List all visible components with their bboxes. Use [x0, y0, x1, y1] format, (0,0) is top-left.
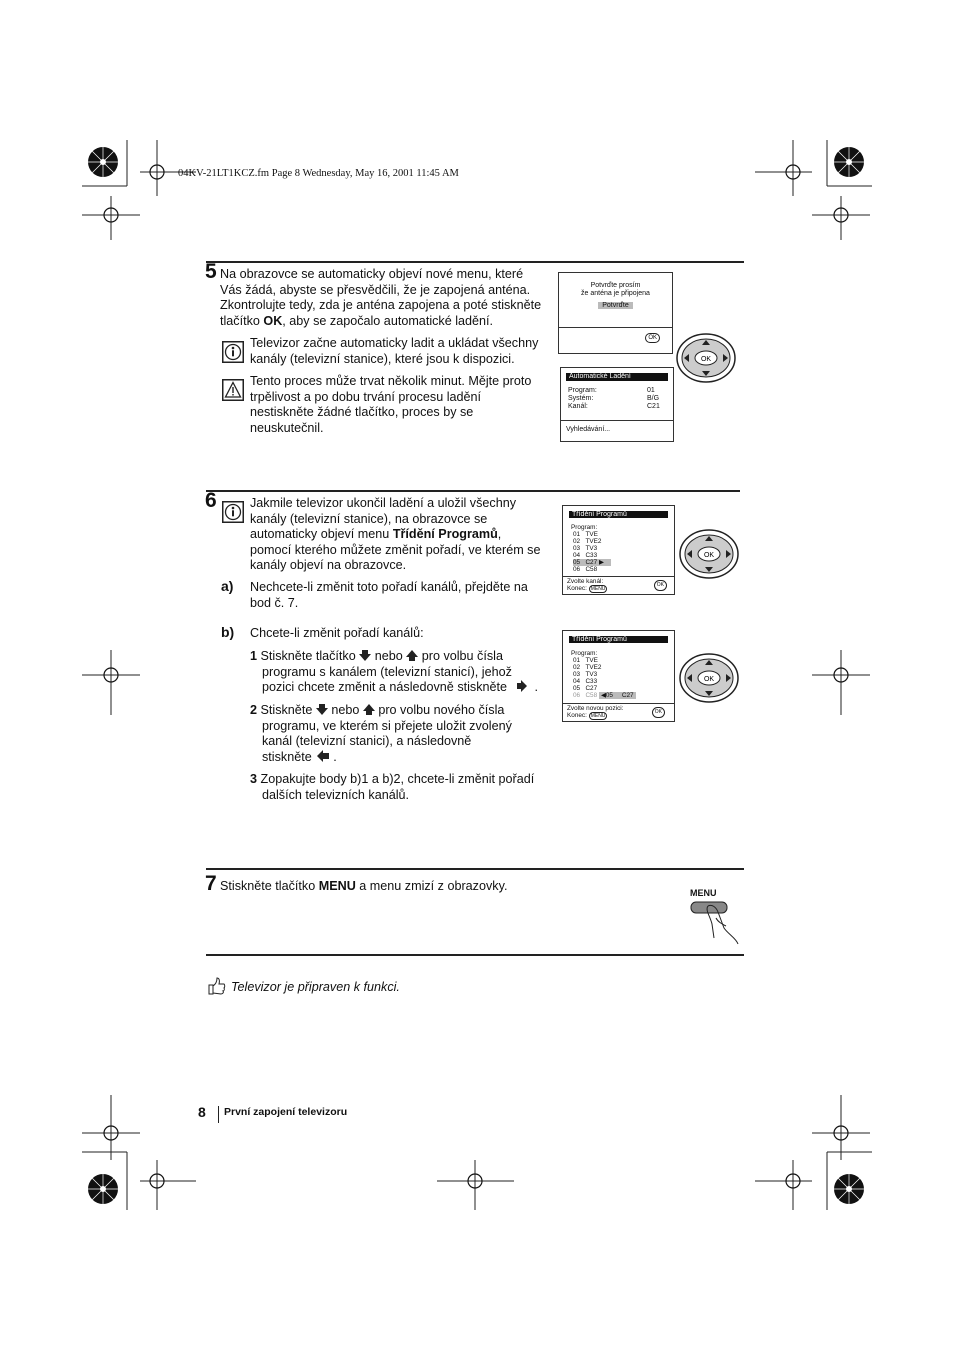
remote-ok-label: OK: [703, 552, 715, 559]
step7-bottom-rule: [206, 954, 744, 956]
substep-3: 3 Zopakujte body b)1 a b)2, chcete-li změnit pořadí dalších televizních kanálů.: [250, 772, 535, 802]
step6-rule: [206, 490, 740, 492]
program-row: 03 TV3: [573, 671, 598, 678]
ok-badge: OK: [645, 333, 660, 343]
program-row: 01 TVE: [573, 531, 598, 538]
program-list: [573, 531, 638, 573]
program-row: 04 C33: [573, 552, 598, 559]
step5-line: Zkontrolujte tedy, zda je anténa zapojena a poté stiskněte: [220, 298, 542, 312]
step7-text: Stiskněte tlačítko MENU a menu zmizí z obrazovky.: [220, 879, 508, 893]
step5-number: 5: [205, 260, 216, 283]
warning-line: nestiskněte žádné tlačítko, proces by se: [250, 405, 474, 419]
step5-line: Na obrazovce se automaticky objeví nové menu, které: [220, 267, 524, 281]
moving-row: ◀05 C27: [600, 692, 634, 699]
footer-section: První zapojení televizoru: [224, 1106, 348, 1118]
program-list: [573, 657, 663, 699]
screen-footer: Konec: MENU: [567, 585, 606, 592]
ok-badge: OK: [654, 580, 667, 591]
step6-line-menu: automaticky objeví menu Třídění Programů,: [250, 527, 502, 541]
arrow-left-icon: [315, 750, 333, 762]
file-header: 04KV-21LT1KCZ.fm Page 8 Wednesday, May 16, 2001 11:45 AM: [178, 168, 459, 179]
remote-ok-pad: [678, 652, 740, 704]
screen-footer: Konec: MENU: [567, 712, 606, 719]
remote-ok-label: OK: [703, 676, 715, 683]
program-row-selected: 05 C27 ▶: [573, 559, 611, 566]
info-icon: [222, 341, 244, 363]
confirm-antenna-screen: [558, 272, 673, 354]
footer-divider: [218, 1106, 219, 1123]
step7-rule: [206, 868, 744, 870]
program-row: 03 TV3: [573, 545, 598, 552]
remote-ok-label: OK: [700, 356, 712, 363]
substep-2-number: 2: [250, 703, 258, 717]
step5-info: [250, 336, 555, 367]
step5-rule: [206, 261, 744, 263]
program-row: 02 TVE2: [573, 664, 602, 671]
page-number: 8: [198, 1104, 206, 1120]
arrow-up-icon: [406, 650, 418, 661]
step5-text: [220, 267, 555, 329]
warning-line: trpělivost a po dobu trvání procesu ladění: [250, 389, 482, 404]
menu-badge: MENU: [590, 713, 606, 719]
screen-text: Potvrďte prosím: [590, 282, 641, 289]
program-row: 06 C58: [573, 566, 598, 573]
arrow-right-icon: [511, 680, 535, 692]
substep-3-number: 3: [250, 772, 258, 786]
screen-title: Automatické Ladění: [566, 373, 668, 381]
screen-label: Program:: [568, 387, 597, 394]
screen-status: Vyhledávání...: [566, 426, 611, 433]
info-line: kanály (televizní stanice), které jsou k dispozici.: [250, 351, 515, 366]
step6-line: Jakmile televizor ukončil ladění a uložil všechny: [250, 496, 516, 510]
screen-label: Systém:: [568, 395, 594, 402]
screen-title: Třídění Programů: [569, 636, 668, 643]
screen-label: Kanál:: [568, 403, 588, 410]
screen-footer: Zvolte kanál:: [567, 578, 604, 585]
program-row: 04 C33: [573, 678, 598, 685]
step5-line: Vás žádá, abyste se přesvědčili, že je zapojená anténa.: [220, 282, 531, 297]
thumbs-up-icon: [206, 976, 226, 996]
screen-value: C21: [647, 403, 660, 410]
ready-note: Televizor je připraven k funkci.: [231, 980, 400, 994]
option-b-label: b): [221, 624, 235, 640]
option-b-text: Chcete-li změnit pořadí kanálů:: [250, 626, 424, 640]
info-line: Televizor začne automaticky ladit a ukládat všechny: [250, 336, 539, 350]
substep-2: 2 Stiskněte nebo pro volbu nového čísla programu, ve kterém si přejete uložit zvolený kanál (televizní stanici), a následovně stiskněte .: [250, 703, 512, 764]
remote-ok-pad: [678, 528, 740, 580]
step6-text: [250, 496, 555, 574]
program-row: 05 C27: [573, 685, 598, 692]
screen-title: Třídění Programů: [569, 511, 668, 518]
option-a-text: [250, 580, 528, 611]
screen-footer: Zvolte novou pozici:: [567, 705, 624, 712]
warning-line: neuskutečnil.: [250, 420, 324, 435]
screen-value: 01: [647, 387, 655, 394]
step6-line: kanály (televizní stanice), na obrazovce se: [250, 511, 488, 526]
option-a-label: a): [221, 578, 234, 594]
warning-icon: [222, 379, 244, 401]
program-sort-screen: [562, 505, 675, 595]
ok-badge: OK: [652, 707, 665, 718]
menu-button-hand-icon: [688, 898, 744, 948]
arrow-down-icon: [316, 704, 328, 715]
substep-1-number: 1: [250, 649, 258, 663]
screen-value: B/G: [647, 395, 660, 402]
menu-badge: MENU: [590, 586, 606, 592]
confirm-screen-button: Potvrďte: [598, 302, 632, 309]
program-move-screen: [562, 630, 675, 722]
substep-1: 1 Stiskněte tlačítko nebo pro volbu čísla programu s kanálem (televizní stanicí), jehož pozici chcete změnit a následovně stiskněte .: [250, 649, 539, 694]
program-row: 02 TVE2: [573, 538, 602, 545]
remote-ok-pad: [675, 332, 737, 384]
screen-text: že anténa je připojena: [581, 290, 650, 297]
option-a-line: bod č. 7.: [250, 595, 299, 610]
step5-line-ok: tlačítko OK, aby se započalo automatické ladění.: [220, 313, 494, 328]
option-a-line: Nechcete-li změnit toto pořadí kanálů, přejděte na: [250, 580, 528, 594]
step5-warning: [250, 374, 555, 436]
menu-button-label: MENU: [690, 888, 717, 898]
step6-line: pomocí kterého můžete změnit pořadí, ve kterém se: [250, 542, 541, 557]
step6-line: kanály objeví na obrazovce.: [250, 558, 407, 572]
program-row: 01 TVE: [573, 657, 598, 664]
warning-line: Tento proces může trvat několik minut. Mějte proto: [250, 374, 532, 388]
screen-label: Program:: [571, 524, 598, 531]
program-row: 06 C58 ◀05 C27: [573, 692, 634, 699]
step7-number: 7: [205, 872, 216, 895]
arrow-down-icon: [359, 650, 371, 661]
step6-number: 6: [205, 489, 216, 512]
info-icon: [222, 501, 244, 523]
screen-label: Program:: [571, 650, 598, 657]
auto-tuning-screen: [560, 367, 674, 442]
arrow-up-icon: [363, 704, 375, 715]
